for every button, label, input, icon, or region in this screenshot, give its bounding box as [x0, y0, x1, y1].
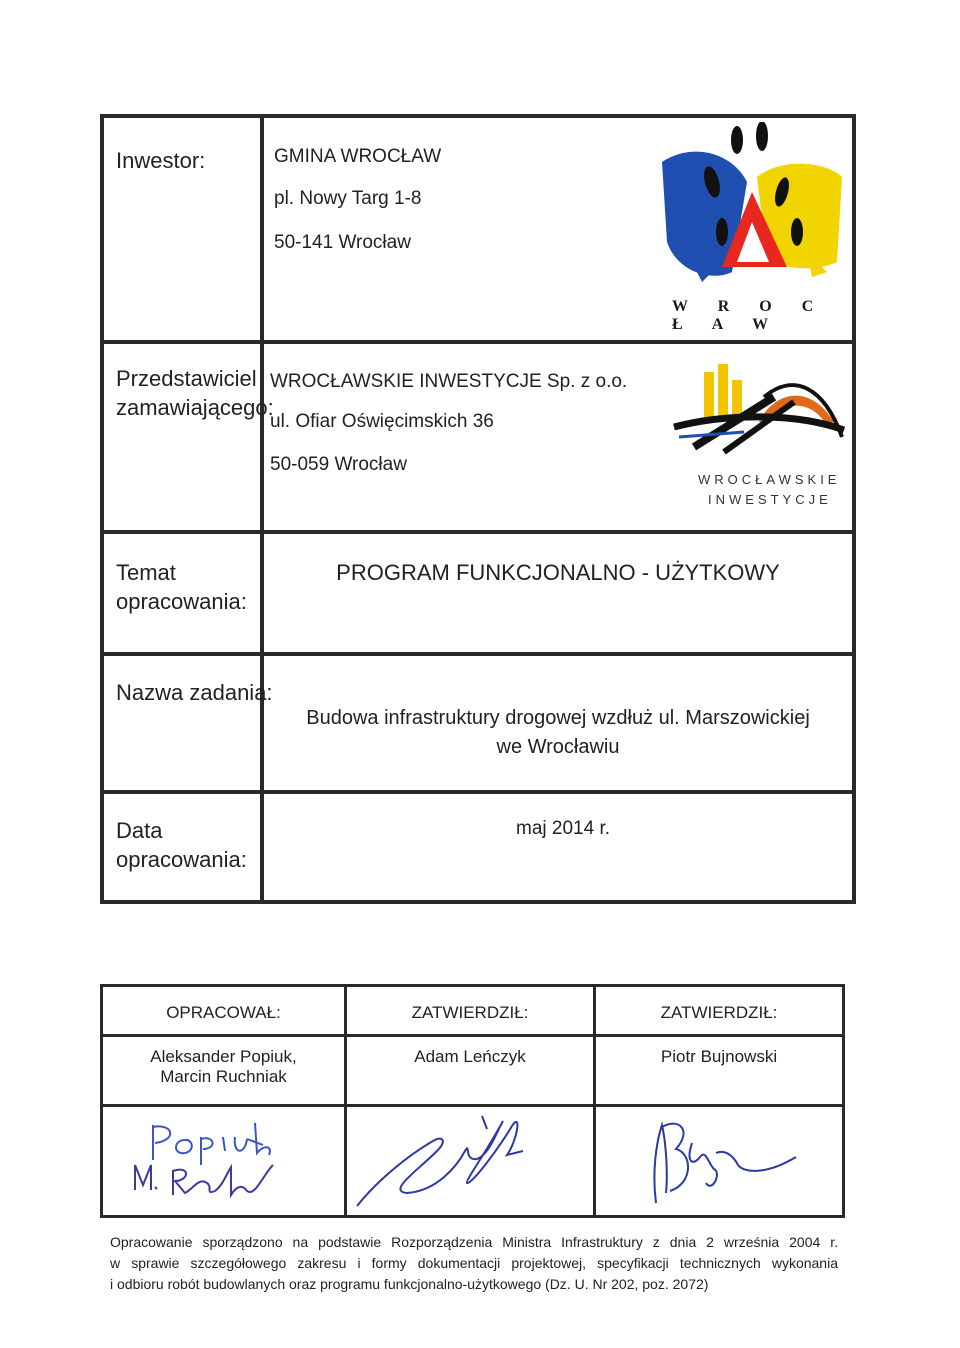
name-prepared-by-1: Aleksander Popiuk,: [150, 1047, 297, 1066]
date-value: maj 2014 r.: [516, 818, 610, 839]
legal-basis-note: [110, 1232, 838, 1295]
representative-city: 50-059 Wrocław: [270, 454, 407, 475]
topic-label-1: Temat: [116, 560, 176, 585]
signature-popiuk-ruchniak: [123, 1115, 323, 1207]
header-approved-by-2: ZATWIERDZIŁ:: [660, 1003, 778, 1022]
name-prepared-by-2: Marcin Ruchniak: [160, 1067, 287, 1086]
legal-basis-line-3: i odbioru robót budowlanych oraz programu funkcjonalno-użytkowego (Dz. U. Nr 202, poz. 2072): [110, 1276, 709, 1292]
column-divider: [260, 794, 264, 900]
legal-basis-line-1: Opracowanie sporządzono na podstawie Rozporządzenia Ministra Infrastruktury z dnia 2 września 2004 r.: [110, 1234, 838, 1250]
approvals-signature-row: [103, 1107, 842, 1215]
wi-logo-text-2: INWESTYCJE: [708, 492, 832, 507]
wi-logo-text-1: WROCŁAWSKIE: [698, 472, 841, 487]
column-divider: [260, 534, 264, 652]
investor-name: GMINA WROCŁAW: [274, 146, 442, 167]
name-prepared-by: [103, 1047, 344, 1087]
wroclawskie-inwestycje-logo: [664, 352, 854, 472]
topic-label-2: opracowania:: [116, 589, 247, 614]
investor-row: [104, 118, 852, 344]
task-value-line-2: we Wrocławiu: [496, 736, 620, 758]
column-divider: [260, 118, 264, 340]
date-row: [104, 794, 852, 900]
investor-label: Inwestor:: [116, 148, 206, 173]
topic-value: PROGRAM FUNKCJONALNO - UŻYTKOWY: [336, 560, 780, 585]
date-label-1: Data: [116, 818, 163, 843]
wroclaw-logo-text: W R O C Ł A W: [672, 298, 827, 333]
representative-street: ul. Ofiar Oświęcimskich 36: [270, 411, 494, 432]
name-approved-by-2: Piotr Bujnowski: [660, 1047, 778, 1066]
representative-label-1: Przedstawiciel: [116, 366, 257, 391]
investor-street: pl. Nowy Targ 1-8: [274, 188, 422, 209]
column-divider: [260, 344, 264, 530]
representative-label-2: zamawiającego:: [116, 395, 274, 420]
signature-lenczyk: [347, 1111, 593, 1211]
title-page-table: [100, 114, 856, 904]
header-approved-by-1: ZATWIERDZIŁ:: [411, 1003, 529, 1022]
name-approved-by-1: Adam Leńczyk: [414, 1047, 526, 1066]
task-row: [104, 656, 852, 794]
approvals-table: [100, 984, 845, 1218]
task-value-line-1: Budowa infrastruktury drogowej wzdłuż ul. Marszowickiej: [306, 707, 810, 729]
approvals-names-row: [103, 1037, 842, 1107]
header-prepared-by: OPRACOWAŁ:: [166, 1003, 281, 1022]
representative-row: [104, 344, 852, 534]
approvals-header-row: [103, 987, 842, 1037]
representative-name: WROCŁAWSKIE INWESTYCJE Sp. z o.o.: [270, 371, 628, 392]
investor-city: 50-141 Wrocław: [274, 232, 411, 253]
legal-basis-line-2: w sprawie szczegółowego zakresu i formy dokumentacji projektowej, specyfikacji technicznych wykonania: [110, 1255, 838, 1271]
topic-row: [104, 534, 852, 656]
task-label: Nazwa zadania:: [116, 680, 273, 705]
signature-bujnowski: [596, 1113, 842, 1209]
task-value: [264, 704, 852, 762]
date-label-2: opracowania:: [116, 847, 247, 872]
